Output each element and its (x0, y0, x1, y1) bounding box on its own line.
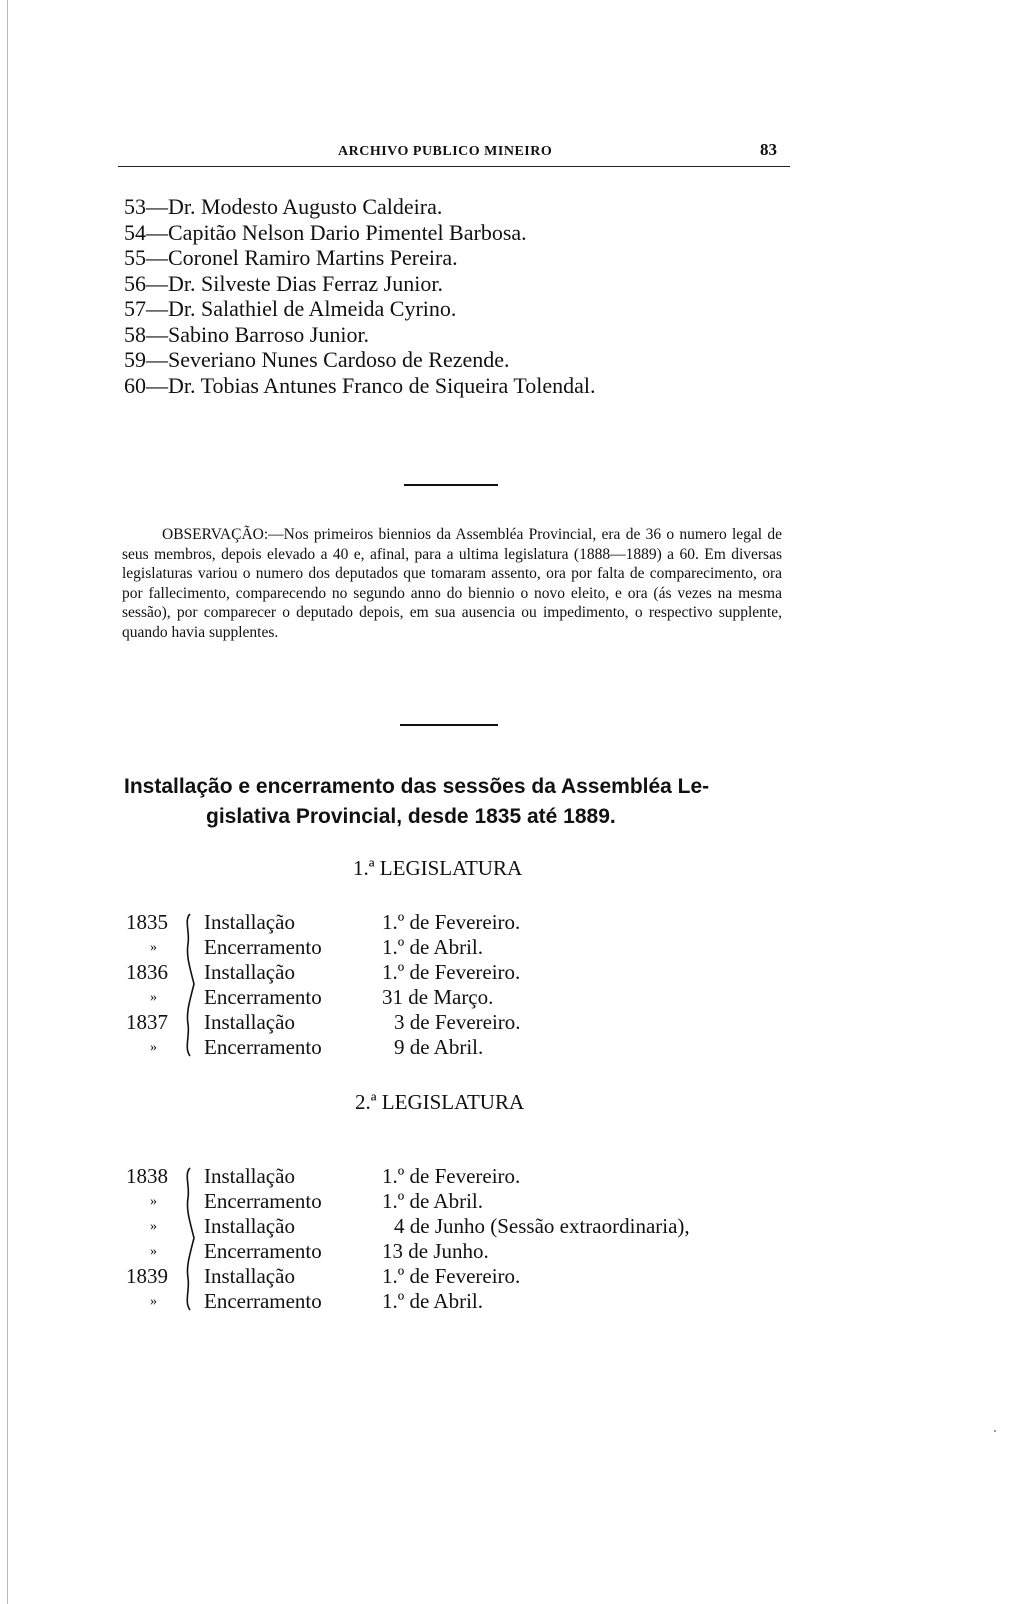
running-title: ARCHIVO PUBLICO MINEIRO (338, 144, 553, 159)
event-cell: Installação (204, 1164, 295, 1188)
event-cell: Installação (204, 910, 295, 934)
scan-speck (994, 1430, 996, 1432)
member-item: 57—Dr. Salathiel de Almeida Cyrino. (124, 296, 457, 321)
section-title-line2: gislativa Provincial, desde 1835 até 1889. (206, 805, 616, 828)
event-cell: Encerramento (204, 1035, 322, 1059)
session-row (126, 960, 766, 985)
sessions-table (126, 1164, 766, 1314)
ditto-mark: » (150, 1194, 157, 1209)
event-cell: Installação (204, 1010, 295, 1034)
ditto-mark: » (150, 1040, 157, 1055)
member-item: 55—Coronel Ramiro Martins Pereira. (124, 245, 458, 270)
legislatura-heading: 1.ª LEGISLATURA (353, 856, 523, 880)
page-header (118, 140, 790, 170)
year-cell: 1835 (126, 910, 168, 934)
date-cell: 1.º de Abril. (382, 1189, 484, 1213)
event-cell: Encerramento (204, 1289, 322, 1313)
member-item: 53—Dr. Modesto Augusto Caldeira. (124, 194, 443, 219)
session-row (126, 1289, 766, 1314)
session-row (126, 1264, 766, 1289)
year-cell: 1839 (126, 1264, 168, 1288)
session-row (126, 1239, 766, 1264)
header-rule (118, 166, 790, 167)
member-item: 59—Severiano Nunes Cardoso de Rezende. (124, 347, 510, 372)
date-cell: 13 de Junho. (382, 1239, 489, 1263)
event-cell: Installação (204, 960, 295, 984)
date-cell: 3 de Fevereiro. (394, 1010, 521, 1034)
ditto-mark: » (150, 1219, 157, 1234)
event-cell: Installação (204, 1214, 295, 1238)
event-cell: Encerramento (204, 1239, 322, 1263)
event-cell: Encerramento (204, 935, 322, 959)
year-cell: 1838 (126, 1164, 168, 1188)
session-row (126, 910, 766, 935)
year-cell: 1836 (126, 960, 168, 984)
ditto-mark: » (150, 940, 157, 955)
date-cell: 1.º de Fevereiro. (382, 960, 521, 984)
session-row (126, 1035, 766, 1060)
ditto-mark: » (150, 1294, 157, 1309)
date-cell: 1.º de Abril. (382, 1289, 484, 1313)
event-cell: Encerramento (204, 985, 322, 1009)
member-item: 60—Dr. Tobias Antunes Franco de Siqueira Tolendal. (124, 372, 596, 398)
legislatura-heading: 2.ª LEGISLATURA (355, 1090, 525, 1114)
section-divider (400, 724, 498, 726)
date-cell: 4 de Junho (Sessão extraordinaria), (394, 1214, 690, 1238)
member-list (124, 194, 596, 398)
member-item: 58—Sabino Barroso Junior. (124, 321, 370, 347)
date-cell: 1.º de Abril. (382, 935, 484, 959)
ditto-mark: » (150, 1244, 157, 1259)
date-cell: 31 de Março. (382, 985, 494, 1009)
section-title (124, 772, 784, 832)
section-divider (404, 484, 498, 486)
observation-note: OBSERVAÇÃO:—Nos primeiros biennios da Assembléa Provincial, era de 36 o numero legal de seus membros, depois elevado a 40 e, afinal, para a ultima legislatura (1888—1889) a 60. Em diversas legislaturas variou o numero dos deputados que tomaram assento, ora por falta de comparecimento, ora por fallecimento, comparecendo no segundo anno do biennio o novo eleito, e ora (ás vezes na mesma sessão), por comparecer o deputado depois, em sua ausencia ou impedimento, o respectivo supplente, quando havia supplentes. (122, 526, 782, 641)
session-row (126, 985, 766, 1010)
event-cell: Installação (204, 1264, 295, 1288)
section-title-line1: Installação e encerramento das sessões da Assembléa Le- (124, 775, 710, 798)
scan-edge-line (7, 0, 8, 1604)
date-cell: 1.º de Fevereiro. (382, 1164, 521, 1188)
member-item: 56—Dr. Silveste Dias Ferraz Junior. (124, 270, 443, 296)
ditto-mark: » (150, 990, 157, 1005)
session-row (126, 1214, 766, 1239)
page-number: 83 (760, 140, 777, 159)
year-cell: 1837 (126, 1010, 168, 1034)
session-row (126, 1164, 766, 1189)
date-cell: 1.º de Fevereiro. (382, 910, 521, 934)
session-row (126, 1010, 766, 1035)
sessions-table (126, 910, 766, 1060)
date-cell: 1.º de Fevereiro. (382, 1264, 521, 1288)
date-cell: 9 de Abril. (394, 1035, 484, 1059)
member-item: 54—Capitão Nelson Dario Pimentel Barbosa. (124, 219, 527, 245)
event-cell: Encerramento (204, 1189, 322, 1213)
session-row (126, 935, 766, 960)
session-row (126, 1189, 766, 1214)
